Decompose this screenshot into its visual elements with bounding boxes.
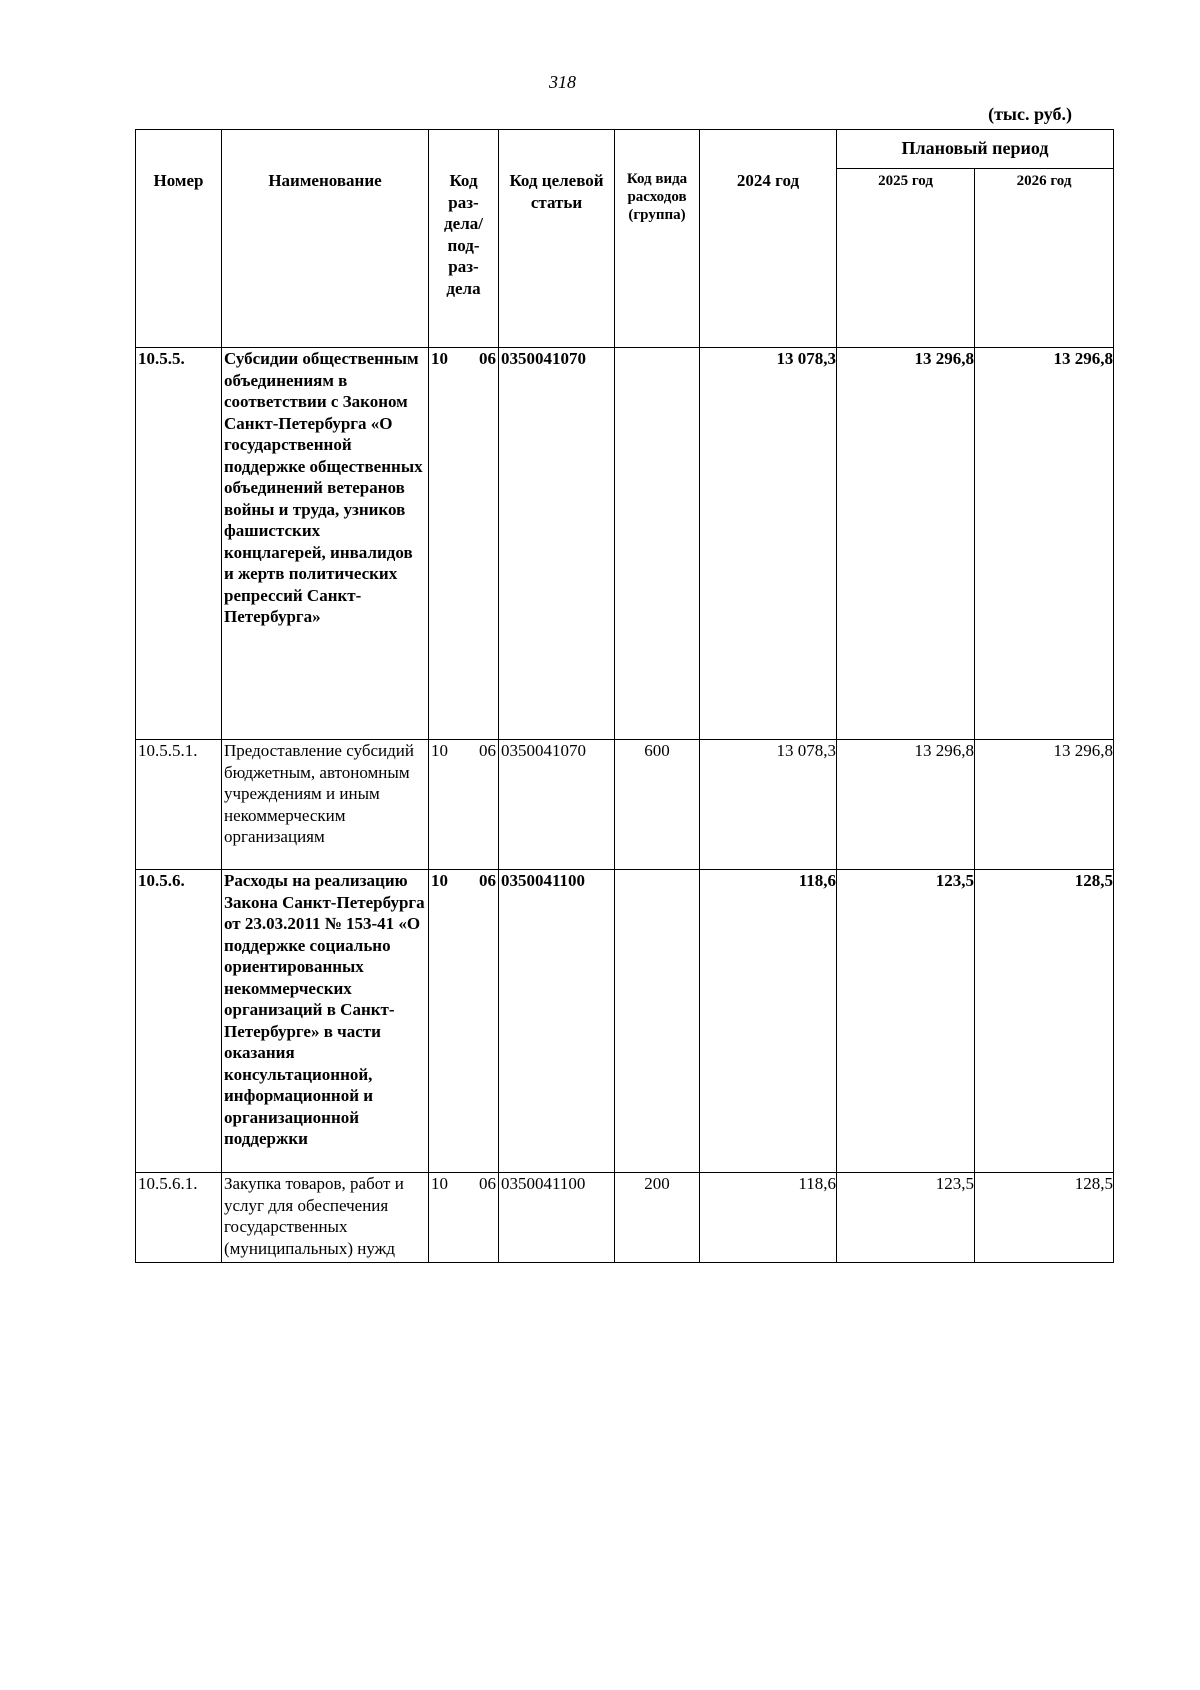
row-name: Расходы на реализацию Закона Санкт-Петербурга от 23.03.2011 № 153-41 «О поддержке социально ориентированных некоммерческих организаций в Санкт-Петербурге» в части оказания консультационной, информационной и организационной поддержки xyxy=(222,870,429,1173)
table-row xyxy=(136,1173,1114,1263)
row-section-code xyxy=(429,1173,499,1263)
row-target-code: 0350041070 xyxy=(499,348,615,740)
row-value-2024: 118,6 xyxy=(700,1173,837,1263)
row-section: 10 xyxy=(431,349,448,368)
row-value-2025: 123,5 xyxy=(837,1173,975,1263)
row-expense-type: 600 xyxy=(615,740,700,870)
units-label: (тыс. руб.) xyxy=(988,104,1072,124)
row-value-2025: 13 296,8 xyxy=(837,740,975,870)
row-expense-type xyxy=(615,870,700,1173)
row-subsection: 06 xyxy=(479,1174,496,1193)
row-target-code: 0350041100 xyxy=(499,870,615,1173)
row-target-code: 0350041070 xyxy=(499,740,615,870)
row-expense-type: 200 xyxy=(615,1173,700,1263)
header-expense-type: Код вида расходов (группа) xyxy=(615,130,700,348)
row-value-2024: 118,6 xyxy=(700,870,837,1173)
row-section: 10 xyxy=(431,741,448,760)
row-name: Субсидии общественным объединениям в соответствии с Законом Санкт-Петербурга «О государственной поддержке общественных объединений ветеранов войны и труда, узников фашистских концлагерей, инвалидов и жертв политических репрессий Санкт-Петербурга» xyxy=(222,348,429,740)
row-number: 10.5.5.1. xyxy=(136,740,222,870)
header-planned-period: Плановый период xyxy=(837,130,1114,169)
row-value-2026: 13 296,8 xyxy=(975,348,1114,740)
table-row xyxy=(136,740,1114,870)
header-year-2025: 2025 год xyxy=(837,169,975,348)
header-section-code: Код раз- дела/ под- раз- дела xyxy=(429,130,499,348)
row-name: Закупка товаров, работ и услуг для обеспечения государственных (муниципальных) нужд xyxy=(222,1173,429,1263)
row-name: Предоставление субсидий бюджетным, автономным учреждениям и иным некоммерческим организациям xyxy=(222,740,429,870)
row-subsection: 06 xyxy=(479,741,496,760)
header-year-2026: 2026 год xyxy=(975,169,1114,348)
row-section-code xyxy=(429,348,499,740)
row-subsection: 06 xyxy=(479,871,496,890)
row-number: 10.5.5. xyxy=(136,348,222,740)
table-row xyxy=(136,348,1114,740)
row-value-2025: 123,5 xyxy=(837,870,975,1173)
row-value-2024: 13 078,3 xyxy=(700,740,837,870)
header-row xyxy=(136,130,1114,169)
page-number: 318 xyxy=(549,72,576,92)
row-subsection: 06 xyxy=(479,349,496,368)
row-number: 10.5.6.1. xyxy=(136,1173,222,1263)
header-year-2024: 2024 год xyxy=(700,130,837,348)
table-row xyxy=(136,870,1114,1173)
row-target-code: 0350041100 xyxy=(499,1173,615,1263)
row-value-2024: 13 078,3 xyxy=(700,348,837,740)
row-section-code xyxy=(429,740,499,870)
header-target-code: Код целевой статьи xyxy=(499,130,615,348)
row-value-2026: 13 296,8 xyxy=(975,740,1114,870)
header-number: Номер xyxy=(136,130,222,348)
row-value-2025: 13 296,8 xyxy=(837,348,975,740)
row-number: 10.5.6. xyxy=(136,870,222,1173)
row-value-2026: 128,5 xyxy=(975,1173,1114,1263)
budget-table xyxy=(135,129,1114,1263)
row-expense-type xyxy=(615,348,700,740)
row-section: 10 xyxy=(431,1174,448,1193)
row-section-code xyxy=(429,870,499,1173)
row-section: 10 xyxy=(431,871,448,890)
row-value-2026: 128,5 xyxy=(975,870,1114,1173)
header-name: Наименование xyxy=(222,130,429,348)
